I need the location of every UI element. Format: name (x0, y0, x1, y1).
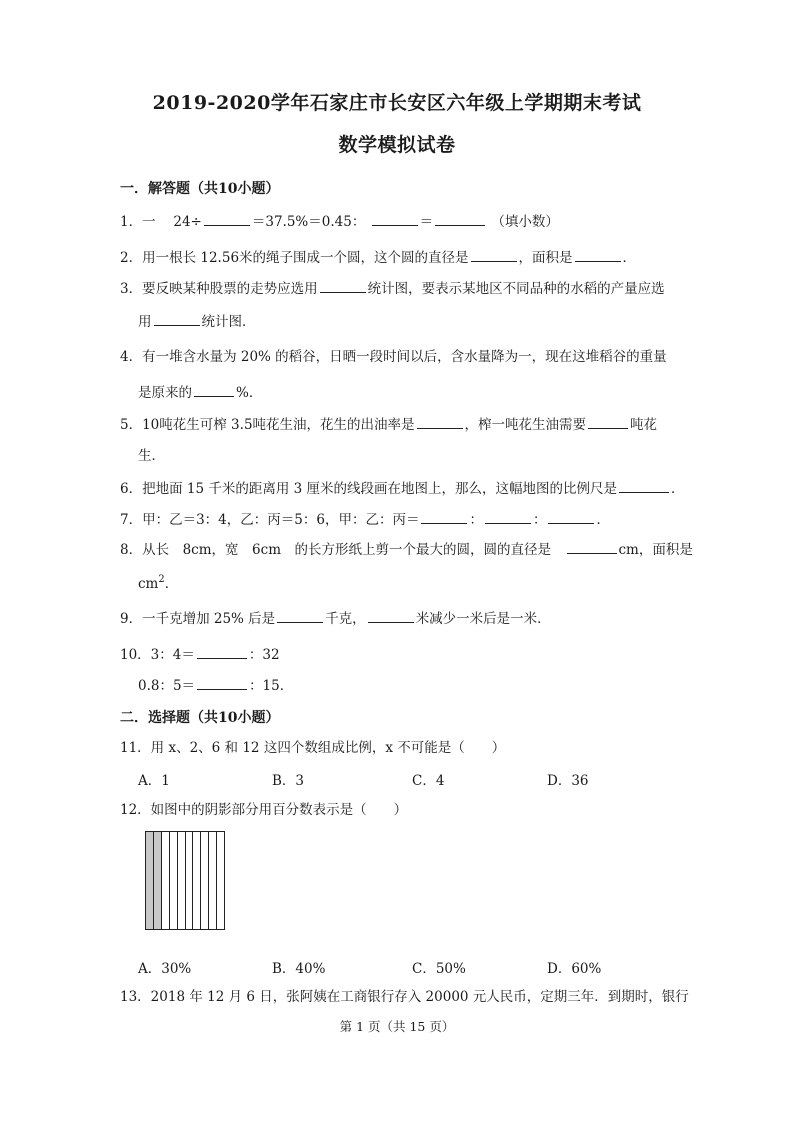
q8-text-a: 8．从长 8cm，宽 6cm 的长方形纸上剪一个最大的圆，圆的直径是 (120, 542, 565, 558)
unshaded-strip (193, 832, 201, 929)
question-8 (120, 540, 693, 559)
q7-text-a: 7．甲：乙＝3：4，乙：丙＝5：6，甲：乙：丙＝ (120, 512, 420, 528)
question-10-cont (138, 676, 293, 695)
option-a[interactable]: A．30% (138, 961, 192, 977)
q6-text-b: ． (671, 481, 685, 497)
q10-text-b: ：32 (248, 647, 280, 663)
q8-text-d: ． (164, 576, 179, 592)
unshaded-strip (186, 832, 194, 929)
question-4 (120, 348, 667, 366)
answer-blank[interactable] (277, 609, 323, 623)
q3-text-c: 用 (138, 314, 152, 330)
exam-subtitle: 数学模拟试卷 (338, 134, 456, 156)
unshaded-strip (162, 832, 170, 929)
answer-blank[interactable] (575, 248, 621, 262)
q3-text-b: 统计图，要表示某地区不同品种的水稻的产量应选 (367, 281, 665, 297)
q10-text-a: 10．3：4＝ (120, 647, 195, 663)
unshaded-strip (209, 832, 217, 929)
answer-blank[interactable] (435, 212, 485, 226)
unshaded-strip (170, 832, 178, 929)
answer-blank[interactable] (417, 415, 463, 429)
q2-text-c: ． (622, 250, 637, 266)
q2-text-a: 2．用一根长 12.56米的绳子围成一个圆，这个圆的直径是 (120, 250, 469, 266)
option-c[interactable]: C．4 (412, 773, 445, 789)
q10-text-c: 0.8：5＝ (138, 678, 196, 694)
question-3 (120, 279, 665, 298)
question-8-cont (138, 571, 178, 593)
section-heading-answers: 一．解答题（共10小题） (120, 181, 280, 197)
option-a[interactable]: A．1 (138, 773, 170, 789)
q8-text-b: cm，面积是 (618, 542, 693, 558)
q6-text-a: 6．把地面 15 千米的距离用 3 厘米的线段画在地图上，那么，这幅地图的比例尺是 (120, 481, 618, 497)
q3-text-d: 统计图． (201, 314, 256, 330)
question-4-cont (138, 383, 262, 402)
q5-text-d: 生． (138, 448, 165, 464)
answer-blank[interactable] (588, 415, 628, 429)
q7-text-b: ： (469, 512, 483, 528)
page-footer: 第 1 页（共 15 页） (339, 1019, 455, 1034)
exam-title: 2019-2020学年石家庄市长安区六年级上学期期末考试 (152, 92, 642, 114)
shaded-strip (146, 832, 154, 929)
answer-blank[interactable] (485, 510, 531, 524)
question-5 (120, 415, 657, 434)
shaded-rectangle-figure (145, 831, 225, 930)
section-heading-choice: 二．选择题（共10小题） (120, 710, 280, 726)
q8-superscript: 2 (158, 574, 165, 585)
shaded-strip (154, 832, 162, 929)
answer-blank[interactable] (567, 540, 617, 554)
unshaded-strip (201, 832, 209, 929)
option-b[interactable]: B．40% (272, 961, 326, 977)
q10-text-d: ：15． (249, 678, 294, 694)
question-11: 11．用 x、2、6 和 12 这四个数组成比例，x 不可能是（ ） (120, 740, 506, 756)
q5-text-a: 5．10吨花生可榨 3.5吨花生油，花生的出油率是 (120, 417, 415, 433)
unshaded-strip (217, 832, 224, 929)
answer-blank[interactable] (548, 510, 594, 524)
question-1 (120, 212, 559, 231)
q2-text-b: ，面积是 (518, 250, 573, 266)
question-3-cont (138, 312, 256, 331)
q3-text-a: 3．要反映某种股票的走势应选用 (120, 281, 318, 297)
answer-blank[interactable] (619, 479, 669, 493)
question-13: 13．2018 年 12 月 6 日，张阿姨在工商银行存入 20000 元人民币，定期三年．到期时，银行 (120, 989, 689, 1005)
q1-text-a: 1．一 24÷ (120, 214, 202, 230)
answer-blank[interactable] (320, 279, 366, 293)
q9-text-c: 米减少一米后是一米． (415, 611, 551, 627)
question-7 (120, 510, 610, 529)
option-b[interactable]: B．3 (272, 773, 305, 789)
q8-unit: cm (138, 576, 159, 592)
q5-text-b: ，榨一吨花生油需要 (464, 417, 587, 433)
unshaded-strip (178, 832, 186, 929)
option-d[interactable]: D．36 (547, 773, 589, 789)
question-10 (120, 645, 280, 664)
question-9 (120, 609, 551, 628)
question-6 (120, 479, 685, 498)
q1-text-d: （填小数） (491, 214, 559, 230)
q1-text-c: ＝ (419, 214, 434, 230)
answer-blank[interactable] (194, 383, 234, 397)
q9-text-a: 9．一千克增加 25% 后是 (120, 611, 276, 627)
question-5-cont (138, 447, 165, 465)
question-2 (120, 248, 636, 267)
option-d[interactable]: D．60% (547, 961, 602, 977)
answer-blank[interactable] (197, 645, 247, 659)
q7-text-c: ： (532, 512, 547, 528)
answer-blank[interactable] (204, 212, 250, 226)
option-c[interactable]: C．50% (412, 961, 466, 977)
q4-text-c: %． (236, 385, 263, 401)
q9-text-b: 千克， (325, 611, 366, 627)
q4-text-a: 4．有一堆含水量为 20% 的稻谷，日晒一段时间以后，含水量降为一，现在这堆稻谷的重量 (120, 349, 667, 365)
q5-text-c: 吨花 (630, 417, 658, 433)
answer-blank[interactable] (154, 312, 200, 326)
q4-text-b: 是原来的 (138, 385, 192, 401)
answer-blank[interactable] (471, 248, 517, 262)
answer-blank[interactable] (197, 676, 247, 690)
answer-blank[interactable] (421, 510, 467, 524)
q7-text-d: ． (596, 512, 610, 528)
answer-blank[interactable] (368, 609, 414, 623)
question-12: 12．如图中的阴影部分用百分数表示是（ ） (120, 802, 408, 818)
q1-text-b: ＝37.5%＝0.45： (251, 214, 366, 230)
answer-blank[interactable] (372, 212, 418, 226)
